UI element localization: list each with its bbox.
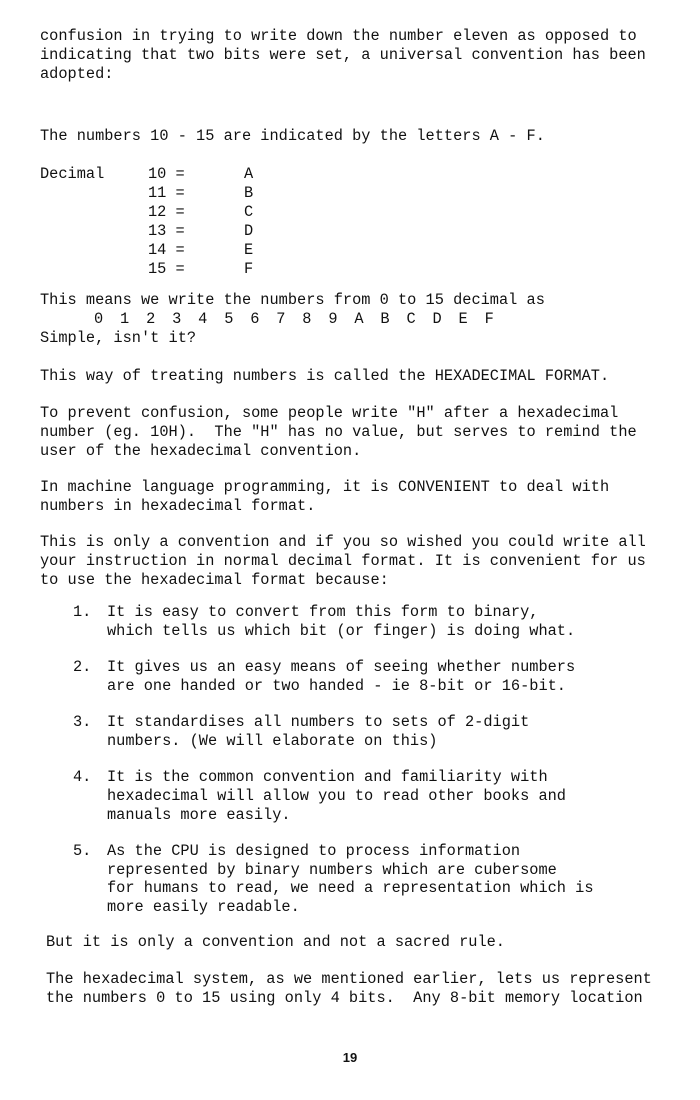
list-number: 3.: [73, 713, 92, 731]
list-item-line: more easily readable.: [107, 898, 300, 916]
text-line: your instruction in normal decimal format. It is convenient for us: [40, 552, 646, 570]
list-item-line: numbers. (We will elaborate on this): [107, 732, 438, 750]
text-line: The hexadecimal system, as we mentioned earlier, lets us represent: [46, 970, 652, 988]
list-item-line: It gives us an easy means of seeing whether numbers: [107, 658, 576, 676]
table-hex: B: [244, 184, 254, 202]
table-dec: 10 =: [148, 165, 185, 183]
text-line: number (eg. 10H). The "H" has no value, but serves to remind the: [40, 423, 637, 441]
list-item-line: It is easy to convert from this form to binary,: [107, 603, 539, 621]
table-hex: D: [244, 222, 254, 240]
table-dec: 13 =: [148, 222, 185, 240]
table-hex: C: [244, 203, 254, 221]
table-hex: F: [244, 260, 254, 278]
text-line: Simple, isn't it?: [40, 329, 197, 347]
list-item-line: As the CPU is designed to process information: [107, 842, 521, 860]
table-dec: 15 =: [148, 260, 185, 278]
text-line: The numbers 10 - 15 are indicated by the letters A - F.: [40, 127, 545, 145]
text-line: To prevent confusion, some people write "H" after a hexadecimal: [40, 404, 619, 422]
list-number: 4.: [73, 768, 92, 786]
hex-digit-sequence: 0 1 2 3 4 5 6 7 8 9 A B C D E F: [94, 310, 494, 328]
list-item-line: hexadecimal will allow you to read other books and: [107, 787, 566, 805]
text-line: indicating that two bits were set, a universal convention has been: [40, 46, 646, 64]
page-number: 19: [342, 1050, 358, 1065]
list-item-line: for humans to read, we need a representation which is: [107, 879, 594, 897]
list-number: 2.: [73, 658, 92, 676]
text-line: But it is only a convention and not a sacred rule.: [46, 933, 505, 951]
text-line: adopted:: [40, 65, 114, 83]
text-line: numbers in hexadecimal format.: [40, 497, 316, 515]
text-line: This means we write the numbers from 0 to 15 decimal as: [40, 291, 545, 309]
list-item-line: It standardises all numbers to sets of 2-digit: [107, 713, 530, 731]
table-dec: 11 =: [148, 184, 185, 202]
list-number: 5.: [73, 842, 92, 860]
text-line: In machine language programming, it is CONVENIENT to deal with: [40, 478, 610, 496]
list-item-line: which tells us which bit (or finger) is doing what.: [107, 622, 576, 640]
list-item-line: It is the common convention and familiarity with: [107, 768, 548, 786]
list-item-line: are one handed or two handed - ie 8-bit or 16-bit.: [107, 677, 566, 695]
list-item-line: represented by binary numbers which are cubersome: [107, 861, 557, 879]
table-label: Decimal: [40, 165, 105, 183]
text-line: confusion in trying to write down the number eleven as opposed to: [40, 27, 637, 45]
table-hex: E: [244, 241, 254, 259]
text-line: to use the hexadecimal format because:: [40, 571, 389, 589]
list-item-line: manuals more easily.: [107, 806, 291, 824]
table-dec: 14 =: [148, 241, 185, 259]
text-line: This is only a convention and if you so wished you could write all: [40, 533, 646, 551]
text-line: This way of treating numbers is called the HEXADECIMAL FORMAT.: [40, 367, 610, 385]
text-line: the numbers 0 to 15 using only 4 bits. Any 8-bit memory location: [46, 989, 643, 1007]
text-line: user of the hexadecimal convention.: [40, 442, 362, 460]
list-number: 1.: [73, 603, 92, 621]
table-dec: 12 =: [148, 203, 185, 221]
table-hex: A: [244, 165, 254, 183]
